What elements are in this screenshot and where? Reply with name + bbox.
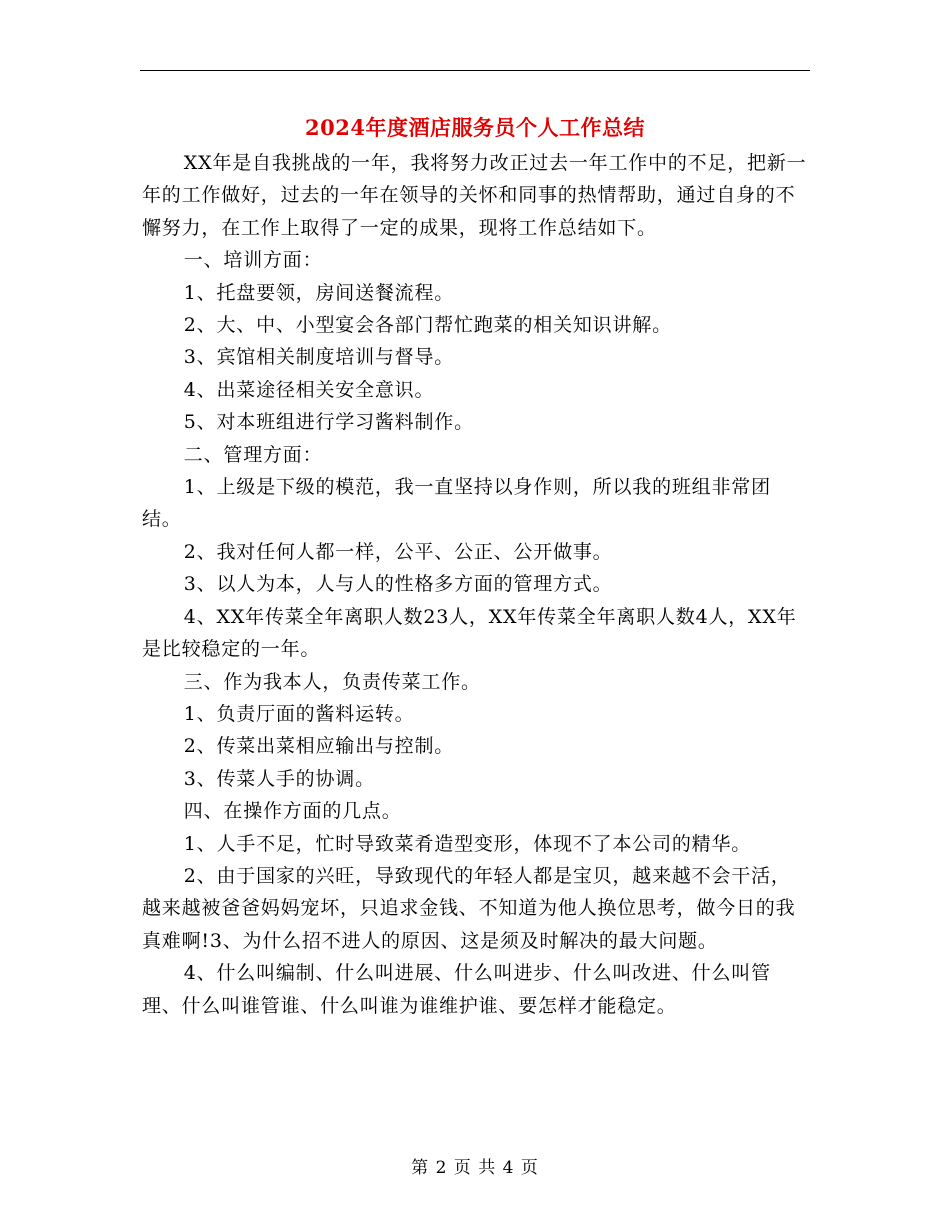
paragraph-intro: XX年是自我挑战的一年，我将努力改正过去一年工作中的不足，把新一年的工作做好，过去的一年在领导的关怀和同事的热情帮助，通过自身的不懈努力，在工作上取得了一定的成果，现将工作总结如下。	[142, 152, 807, 239]
document-body	[142, 147, 810, 1022]
list-item: 3、传菜人手的协调。	[183, 767, 375, 790]
section-heading-management: 二、管理方面：	[183, 443, 323, 466]
list-item: 5、对本班组进行学习酱料制作。	[183, 411, 474, 434]
section-heading-operations: 四、在操作方面的几点。	[183, 800, 402, 823]
document-title: 2024年度酒店服务员个人工作总结	[305, 115, 645, 140]
list-item: 1、托盘要领，房间送餐流程。	[183, 281, 455, 304]
list-item: 2、大、中、小型宴会各部门帮忙跑菜的相关知识讲解。	[183, 314, 672, 337]
list-item: 2、由于国家的兴旺，导致现代的年轻人都是宝贝，越来越不会干活，越来越被爸爸妈妈宠坏，只追求金钱、不知道为他人换位思考，做今日的我真难啊!3、为什么招不进人的原因、这是须及时解决的最大问题。	[142, 864, 796, 952]
section-heading-training: 一、培训方面：	[183, 249, 323, 272]
list-item: 3、以人为本，人与人的性格多方面的管理方式。	[183, 573, 613, 596]
list-item: 1、人手不足，忙时导致菜肴造型变形，体现不了本公司的精华。	[183, 832, 752, 855]
list-item: 3、宾馆相关制度培训与督导。	[183, 346, 455, 369]
list-item: 4、出菜途径相关安全意识。	[183, 378, 435, 401]
page-footer: 第 2 页 共 4 页	[411, 1158, 539, 1178]
section-heading-personal: 三、作为我本人，负责传菜工作。	[183, 670, 481, 693]
list-item: 4、什么叫编制、什么叫进展、什么叫进步、什么叫改进、什么叫管理、什么叫谁管谁、什么叫谁为谁维护谁、要怎样才能稳定。	[142, 962, 771, 1017]
list-item: 4、XX年传菜全年离职人数23人，XX年传菜全年离职人数4人，XX年是比较稳定的一年。	[142, 605, 797, 661]
list-item: 2、我对任何人都一样，公平、公正、公开做事。	[183, 540, 613, 563]
list-item: 2、传菜出菜相应输出与控制。	[183, 735, 455, 758]
list-item: 1、负责厅面的酱料运转。	[183, 702, 415, 725]
list-item: 1、上级是下级的模范，我一直坚持以身作则，所以我的班组非常团结。	[142, 476, 771, 531]
header-rule	[140, 70, 810, 71]
